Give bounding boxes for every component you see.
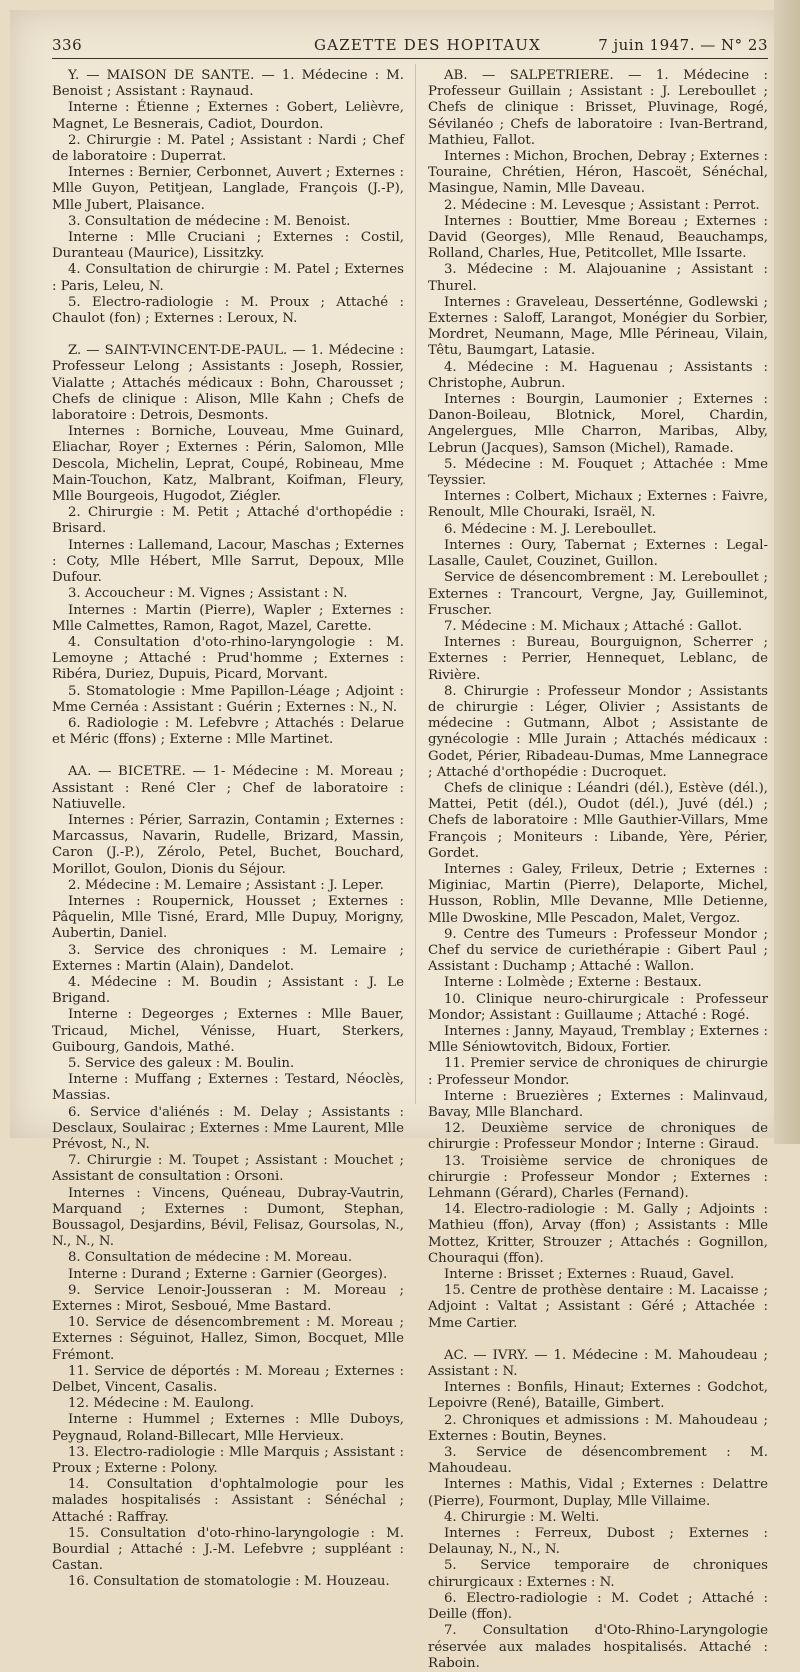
page-edge [774, 0, 800, 1144]
paragraph: 7. Chirurgie : M. Toupet ; Assistant : Mouchet ; Assistant de consultation : Orsoni. [52, 1153, 404, 1185]
section-heading-paragraph: AB. — SALPETRIERE. — 1. Médecine : Professeur Guillain ; Assistant : J. Lereboullet ; Chefs de clinique : Brisset, Pluvinage, Rogé, Sévilanéo ; Chefs de laboratoire : Ivan-Bertrand, Mathieu, Fallot. [428, 68, 768, 148]
paragraph: Internes : Vincens, Quéneau, Dubray-Vautrin, Marquand ; Externes : Dumont, Stephan, Boussagol, Desjardins, Bévil, Felisaz, Goursolas, N., N., N., N. [52, 1185, 404, 1250]
paragraph: 3. Accoucheur : M. Vignes ; Assistant : N. [67, 586, 348, 602]
paragraph: Chefs de clinique : Léandri (dél.), Estève (dél.), Mattei, Petit (dél.), Oudot (dél.), Juvé (dél.) ; Chefs de laboratoire : Mlle Gauthier-Villars, Mme François ; Moniteurs : Libande, Yère, Périer, Gordet. [428, 780, 768, 861]
paragraph: Interne : Muffang ; Externes : Testard, Néoclès, Massias. [52, 1072, 404, 1104]
section-heading-paragraph: AC. — IVRY. — 1. Médecine : M. Mahoudeau ; Assistant : N. [428, 1347, 768, 1380]
paragraph: 13. Troisième service de chroniques de chirurgie : Professeur Mondor ; Externes : Lehmann (Gérard), Charles (Fernand). [428, 1153, 768, 1202]
paragraph: 4. Médecine : M. Haguenau ; Assistants : Christophe, Aubrun. [428, 359, 768, 391]
paragraph: 4. Consultation d'oto-rhino-laryngologie : M. Lemoyne ; Attaché : Prud'homme ; Externes : Ribéra, Duriez, Dupuis, Picard, Morvant. [52, 634, 404, 683]
paragraph: Internes : Michon, Brochen, Debray ; Externes : Touraine, Chrétien, Héron, Hascoët, Sénéchal, Masingue, Namin, Mlle Daveau. [428, 149, 768, 197]
paragraph: Internes : Janny, Mayaud, Tremblay ; Externes : Mlle Séniowtovitch, Bidoux, Fortier. [428, 1023, 768, 1056]
paragraph: Internes : Oury, Tabernat ; Externes : Legal-Lasalle, Caulet, Couzinet, Guillon. [428, 537, 768, 570]
paragraph: 3. Médecine : M. Alajouanine ; Assistant : Thurel. [428, 262, 768, 294]
paragraph: 8. Consultation de médecine : M. Moreau. [67, 1250, 353, 1266]
paragraph: Internes : Bouttier, Mme Boreau ; Externes : David (Georges), Mlle Renaud, Beauchamps, Rolland, Charles, Hue, Petitcollet, Mlle Issarte. [428, 213, 768, 262]
paragraph: 10. Clinique neuro-chirurgicale : Professeur Mondor; Assistant : Guillaume ; Attaché : Rogé. [428, 991, 768, 1023]
paragraph: 15. Centre de prothèse dentaire : M. Lacaisse ; Adjoint : Valtat ; Assistant : Géré ; Attachée : Mme Cartier. [428, 1283, 768, 1331]
paragraph: Interne : Étienne ; Externes : Gobert, Lelièvre, Magnet, Le Besnerais, Cadiot, Dourdon. [52, 100, 404, 132]
paragraph: Internes : Martin (Pierre), Wapler ; Externes : Mlle Calmettes, Ramon, Ragot, Mazel, Carette. [52, 602, 404, 634]
paragraph: 16. Consultation de stomatologie : M. Houzeau. [67, 1574, 390, 1590]
header-rule [52, 58, 768, 59]
right-column [428, 64, 768, 1672]
paragraph: 4. Consultation de chirurgie : M. Patel ; Externes : Paris, Leleu, N. [52, 262, 404, 294]
paragraph: Internes : Roupernick, Housset ; Externes : Pâquelin, Mlle Tisné, Erard, Mlle Dupuy, Morigny, Aubertin, Daniel. [52, 893, 404, 942]
paragraph: 7. Consultation d'Oto-Rhino-Laryngologie réservée aux malades hospitalisés. Attaché : Raboin. [428, 1623, 768, 1671]
paragraph: Internes : Graveleau, Desserténne, Godlewski ; Externes : Saloff, Larangot, Monégier du Sorbier, Mordret, Neumann, Mage, Mlle Périneau, Vilain, Têtu, Baumgart, Latasie. [428, 294, 768, 359]
paragraph: 5. Service des galeux : M. Boulin. [67, 1055, 295, 1071]
paragraph: Internes : Galey, Frileux, Detrie ; Externes : Miginiac, Martin (Pierre), Delaporte, Michel, Husson, Roblin, Mlle Devanne, Mlle Detienne, Mlle Dwoskine, Mlle Pescadon, Malet, Vergoz. [428, 861, 768, 926]
issue-date: 7 juin 1947. — N° 23 [598, 36, 768, 54]
section-heading-paragraph: Y. — MAISON DE SANTE. — 1. Médecine : M. Benoist ; Assistant : Raynaud. [52, 68, 404, 100]
paragraph: 5. Stomatologie : Mme Papillon-Léage ; Adjoint : Mme Cernéa : Assistant : Guérin ; Externes : N., N. [52, 683, 404, 715]
paragraph: 2. Chroniques et admissions : M. Mahoudeau ; Externes : Boutin, Beynes. [428, 1412, 768, 1444]
paragraph: 11. Service de déportés : M. Moreau ; Externes : Delbet, Vincent, Casalis. [52, 1363, 404, 1396]
column-divider [415, 64, 416, 1104]
paragraph: Service de désencombrement : M. Lereboullet ; Externes : Trancourt, Vergne, Jay, Guilleminot, Fruscher. [428, 570, 768, 618]
paragraph: 3. Service des chroniques : M. Lemaire ; Externes : Martin (Alain), Dandelot. [52, 942, 404, 974]
paragraph: 5. Electro-radiologie : M. Proux ; Attaché : Chaulot (fon) ; Externes : Leroux, N. [52, 294, 404, 327]
paragraph: Interne : Degeorges ; Externes : Mlle Bauer, Tricaud, Michel, Vénisse, Huart, Sterkers, Guibourg, Gandois, Mathé. [52, 1007, 404, 1055]
paragraph: 12. Deuxième service de chroniques de chirurgie : Professeur Mondor ; Interne : Giraud. [428, 1121, 768, 1153]
paragraph: 2. Médecine : M. Levesque ; Assistant : Perrot. [443, 197, 760, 213]
paragraph: 2. Chirurgie : M. Patel ; Assistant : Nardi ; Chef de laboratoire : Duperrat. [52, 132, 404, 165]
paragraph: Interne : Durand ; Externe : Garnier (Georges). [67, 1266, 388, 1282]
paragraph: 14. Consultation d'ophtalmologie pour les malades hospitalisés : Assistant : Sénéchal ; Attaché : Raffray. [52, 1477, 404, 1525]
paragraph: Internes : Bureau, Bourguignon, Scherrer ; Externes : Perrier, Hennequet, Leblanc, de Rivière. [428, 635, 768, 683]
paragraph: 10. Service de désencombrement : M. Moreau ; Externes : Séguinot, Hallez, Simon, Bocquet, Mlle Frémont. [52, 1315, 404, 1363]
paragraph: Internes : Périer, Sarrazin, Contamin ; Externes : Marcassus, Navarin, Rudelle, Brizard, Massin, Caron (J.-P.), Zérolo, Petel, Buchet, Bouchard, Morillot, Goulon, Dionis du Séjour. [52, 812, 404, 877]
page-header [52, 33, 768, 55]
paragraph: 6. Electro-radiologie : M. Codet ; Attaché : Deille (ffon). [428, 1590, 768, 1623]
paragraph: Internes : Ferreux, Dubost ; Externes : Delaunay, N., N., N. [428, 1526, 768, 1558]
paragraph: 6. Médecine : M. J. Lereboullet. [443, 521, 657, 537]
paragraph: Internes : Colbert, Michaux ; Externes : Faivre, Renoult, Mlle Chouraki, Israël, N. [428, 489, 768, 521]
paragraph: 8. Chirurgie : Professeur Mondor ; Assistants de chirurgie : Léger, Olivier ; Assistants de médecine : Gutmann, Albot ; Assistante de gynécologie : Mlle Jurain ; Attachés médicaux : Godet, Périer, Ribadeau-Dumas, Mme Lannegrace ; Attaché d'orthopédie : Ducroquet. [428, 683, 768, 780]
paragraph: 2. Chirurgie : M. Petit ; Attaché d'orthopédie : Brisard. [52, 505, 404, 537]
paragraph: 11. Premier service de chroniques de chirurgie : Professeur Mondor. [428, 1056, 768, 1088]
paragraph: Interne : Mlle Cruciani ; Externes : Costil, Duranteau (Maurice), Lissitzky. [52, 230, 404, 262]
paragraph: Internes : Bourgin, Laumonier ; Externes : Danon-Boileau, Blotnick, Morel, Chardin, Angelergues, Mlle Charron, Maribas, Alby, Lebrun (Jacques), Samson (Michel), Ramade. [428, 392, 768, 456]
paragraph: 14. Electro-radiologie : M. Gally ; Adjoints : Mathieu (ffon), Arvay (ffon) ; Assistants : Mlle Mottez, Kritter, Strouzer ; Attachés : Gognillon, Chouraqui (ffon). [428, 1202, 768, 1266]
paragraph: 15. Consultation d'oto-rhino-laryngologie : M. Bourdial ; Attaché : J.-M. Lefebvre ; suppléant : Castan. [52, 1525, 404, 1574]
paragraph: 5. Médecine : M. Fouquet ; Attachée : Mme Teyssier. [428, 456, 768, 489]
section-heading-paragraph: Z. — SAINT-VINCENT-DE-PAUL. — 1. Médecine : Professeur Lelong ; Assistants : Joseph, Rossier, Vialatte ; Attachés médicaux : Bohn, Charousset ; Chefs de clinique : Alison, Mlle Kahn ; Chefs de laboratoire : Detrois, Desmonts. [52, 343, 404, 424]
section-heading-paragraph: AA. — BICETRE. — 1- Médecine : M. Moreau ; Assistant : René Cler ; Chef de laboratoire : Natiuvelle. [52, 764, 404, 812]
paragraph: Internes : Borniche, Louveau, Mme Guinard, Eliachar, Royer ; Externes : Périn, Salomon, Mlle Descola, Michelin, Leprat, Coupé, Robineau, Mme Main-Touchon, Katz, Malbrant, Koifman, Fleury, Mlle Bourgeois, Hugodot, Ziégler. [52, 424, 404, 505]
paragraph: 13. Electro-radiologie : Mlle Marquis ; Assistant : Proux ; Externe : Polony. [52, 1444, 404, 1477]
left-column [52, 64, 404, 1591]
paragraph: 6. Radiologie : M. Lefebvre ; Attachés : Delarue et Méric (ffons) ; Externe : Mlle Martinet. [52, 715, 404, 748]
paragraph: Interne : Lolmède ; Externe : Bestaux. [443, 975, 702, 991]
paragraph: 6. Service d'aliénés : M. Delay ; Assistants : Desclaux, Soulairac ; Externes : Mme Laurent, Mlle Prévost, N., N. [52, 1104, 404, 1152]
paragraph: Interne : Hummel ; Externes : Mlle Duboys, Peygnaud, Roland-Billecart, Mlle Hervieux. [52, 1412, 404, 1444]
paragraph: 3. Service de désencombrement : M. Mahoudeau. [428, 1445, 768, 1477]
paragraph: 9. Service Lenoir-Jousseran : M. Moreau ; Externes : Mirot, Sesboué, Mme Bastard. [52, 1282, 404, 1315]
paragraph: Internes : Bernier, Cerbonnet, Auvert ; Externes : Mlle Guyon, Petitjean, Langlade, François (J.-P), Mlle Jubert, Plaisance. [52, 165, 404, 213]
paragraph: 5. Service temporaire de chroniques chirurgicaux : Externes : N. [428, 1558, 768, 1590]
paragraph: 2. Médecine : M. Lemaire ; Assistant : J. Leper. [67, 877, 384, 893]
paragraph: Interne : Brisset ; Externes : Ruaud, Gavel. [443, 1267, 735, 1283]
paragraph: Internes : Bonfils, Hinaut; Externes : Godchot, Lepoivre (René), Bataille, Gimbert. [428, 1380, 768, 1412]
paragraph: 12. Médecine : M. Eaulong. [67, 1396, 255, 1412]
paragraph: 9. Centre des Tumeurs : Professeur Mondor ; Chef du service de curiethérapie : Gibert Paul ; Assistant : Duchamp ; Attaché : Wallon. [428, 926, 768, 975]
paragraph: 4. Chirurgie : M. Welti. [443, 1509, 600, 1525]
paragraph: 7. Médecine : M. Michaux ; Attaché : Gallot. [443, 618, 743, 634]
paragraph: 3. Consultation de médecine : M. Benoist. [67, 213, 351, 229]
paragraph: Internes : Lallemand, Lacour, Maschas ; Externes : Coty, Mlle Hébert, Mlle Sarrut, Depoux, Mlle Dufour. [52, 537, 404, 586]
paragraph: Interne : Bruezières ; Externes : Malinvaud, Bavay, Mlle Blanchard. [428, 1088, 768, 1120]
paragraph: Internes : Mathis, Vidal ; Externes : Delattre (Pierre), Fourmont, Duplay, Mlle Villaime. [428, 1477, 768, 1509]
journal-title: GAZETTE DES HOPITAUX [314, 36, 541, 54]
paragraph: 4. Médecine : M. Boudin ; Assistant : J. Le Brigand. [52, 974, 404, 1007]
page-number: 336 [52, 36, 83, 54]
